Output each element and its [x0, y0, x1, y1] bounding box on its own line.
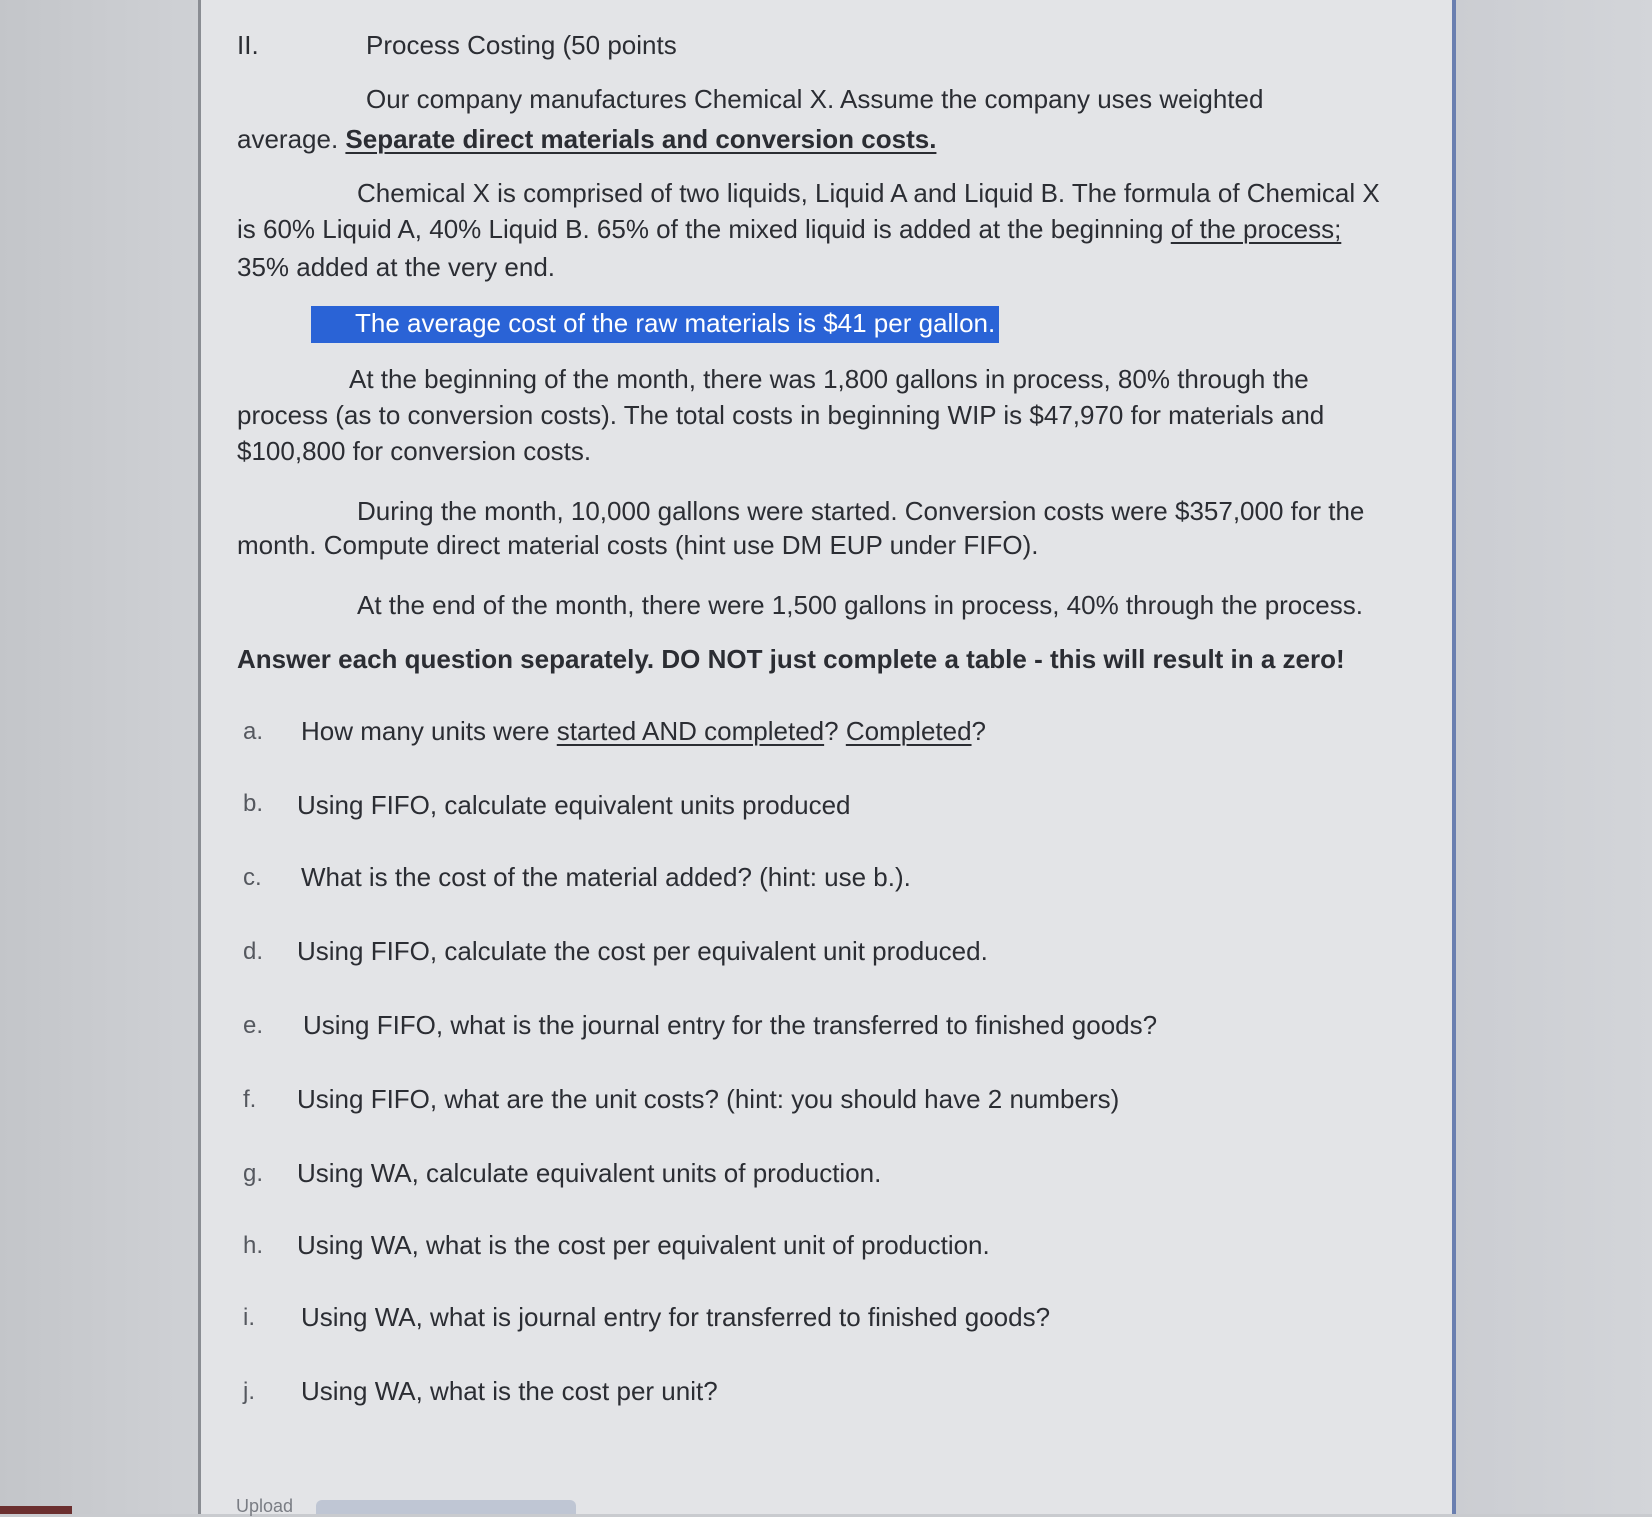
question-f-letter: f. [243, 1086, 257, 1113]
question-a-mid: ? [824, 716, 846, 746]
question-h-letter: h. [243, 1232, 264, 1259]
question-a [301, 716, 986, 747]
question-e: Using FIFO, what is the journal entry for the transferred to finished goods? [303, 1010, 1158, 1040]
section-title: Process Costing (50 points [366, 30, 677, 60]
during-line-2: month. Compute direct material costs (hint use DM EUP under FIFO). [237, 530, 1039, 560]
highlighted-text[interactable]: The average cost of the raw materials is $41 per gallon. [311, 306, 999, 343]
question-f: Using FIFO, what are the unit costs? (hint: you should have 2 numbers) [297, 1084, 1120, 1114]
formula-line-2 [237, 214, 1341, 245]
intro-underlined-instruction: Separate direct materials and conversion costs. [345, 124, 937, 154]
document-page [198, 0, 1459, 1514]
question-d: Using FIFO, calculate the cost per equivalent unit produced. [297, 936, 988, 966]
beginning-line-1: At the beginning of the month, there was 1,800 gallons in process, 80% through the [349, 364, 1309, 394]
formula-line-1: Chemical X is comprised of two liquids, Liquid A and Liquid B. The formula of Chemical X [357, 178, 1380, 208]
during-line-1: During the month, 10,000 gallons were started. Conversion costs were $357,000 for the [357, 496, 1365, 526]
upload-button[interactable] [316, 1500, 576, 1514]
left-margin [0, 0, 198, 1514]
question-a-suffix: ? [971, 716, 987, 746]
question-j-letter: j. [243, 1378, 255, 1405]
formula-underlined: of the process; [1170, 214, 1342, 244]
beginning-line-3: $100,800 for conversion costs. [237, 436, 592, 466]
question-c: What is the cost of the material added? (hint: use b.). [301, 862, 911, 892]
intro-line-2 [237, 124, 936, 155]
question-i: Using WA, what is journal entry for transferred to finished goods? [301, 1302, 1051, 1332]
question-b-letter: b. [243, 790, 264, 817]
question-a-underlined-2: Completed [845, 716, 972, 746]
question-a-underlined-1: started AND completed [556, 716, 825, 746]
question-g-letter: g. [243, 1160, 264, 1187]
beginning-line-2: process (as to conversion costs). The total costs in beginning WIP is $47,970 for materials and [237, 400, 1325, 430]
end-line-1: At the end of the month, there were 1,500 gallons in process, 40% through the process. [357, 590, 1363, 620]
question-d-letter: d. [243, 938, 264, 965]
question-g: Using WA, calculate equivalent units of production. [297, 1158, 882, 1188]
question-i-letter: i. [243, 1304, 255, 1331]
question-e-letter: e. [243, 1012, 264, 1039]
formula-prefix: is 60% Liquid A, 40% Liquid B. 65% of the mixed liquid is added at the beginning [237, 214, 1171, 244]
instruction-text: Answer each question separately. DO NOT just complete a table - this will result in a zero! [237, 644, 1345, 674]
question-h: Using WA, what is the cost per equivalent unit of production. [297, 1230, 990, 1260]
question-a-letter: a. [243, 718, 264, 745]
taskbar-fragment [0, 1506, 72, 1514]
question-a-prefix: How many units were [301, 716, 557, 746]
document-content [201, 0, 1459, 1514]
intro-line-1: Our company manufactures Chemical X. Assume the company uses weighted [366, 84, 1264, 114]
formula-line-3: 35% added at the very end. [237, 252, 556, 282]
upload-label: Upload [236, 1496, 294, 1516]
intro-prefix: average. [237, 124, 346, 154]
question-j: Using WA, what is the cost per unit? [301, 1376, 718, 1406]
question-c-letter: c. [243, 864, 262, 891]
question-b: Using FIFO, calculate equivalent units produced [297, 790, 851, 820]
section-number: II. [237, 30, 259, 60]
right-gutter [1456, 0, 1652, 1514]
